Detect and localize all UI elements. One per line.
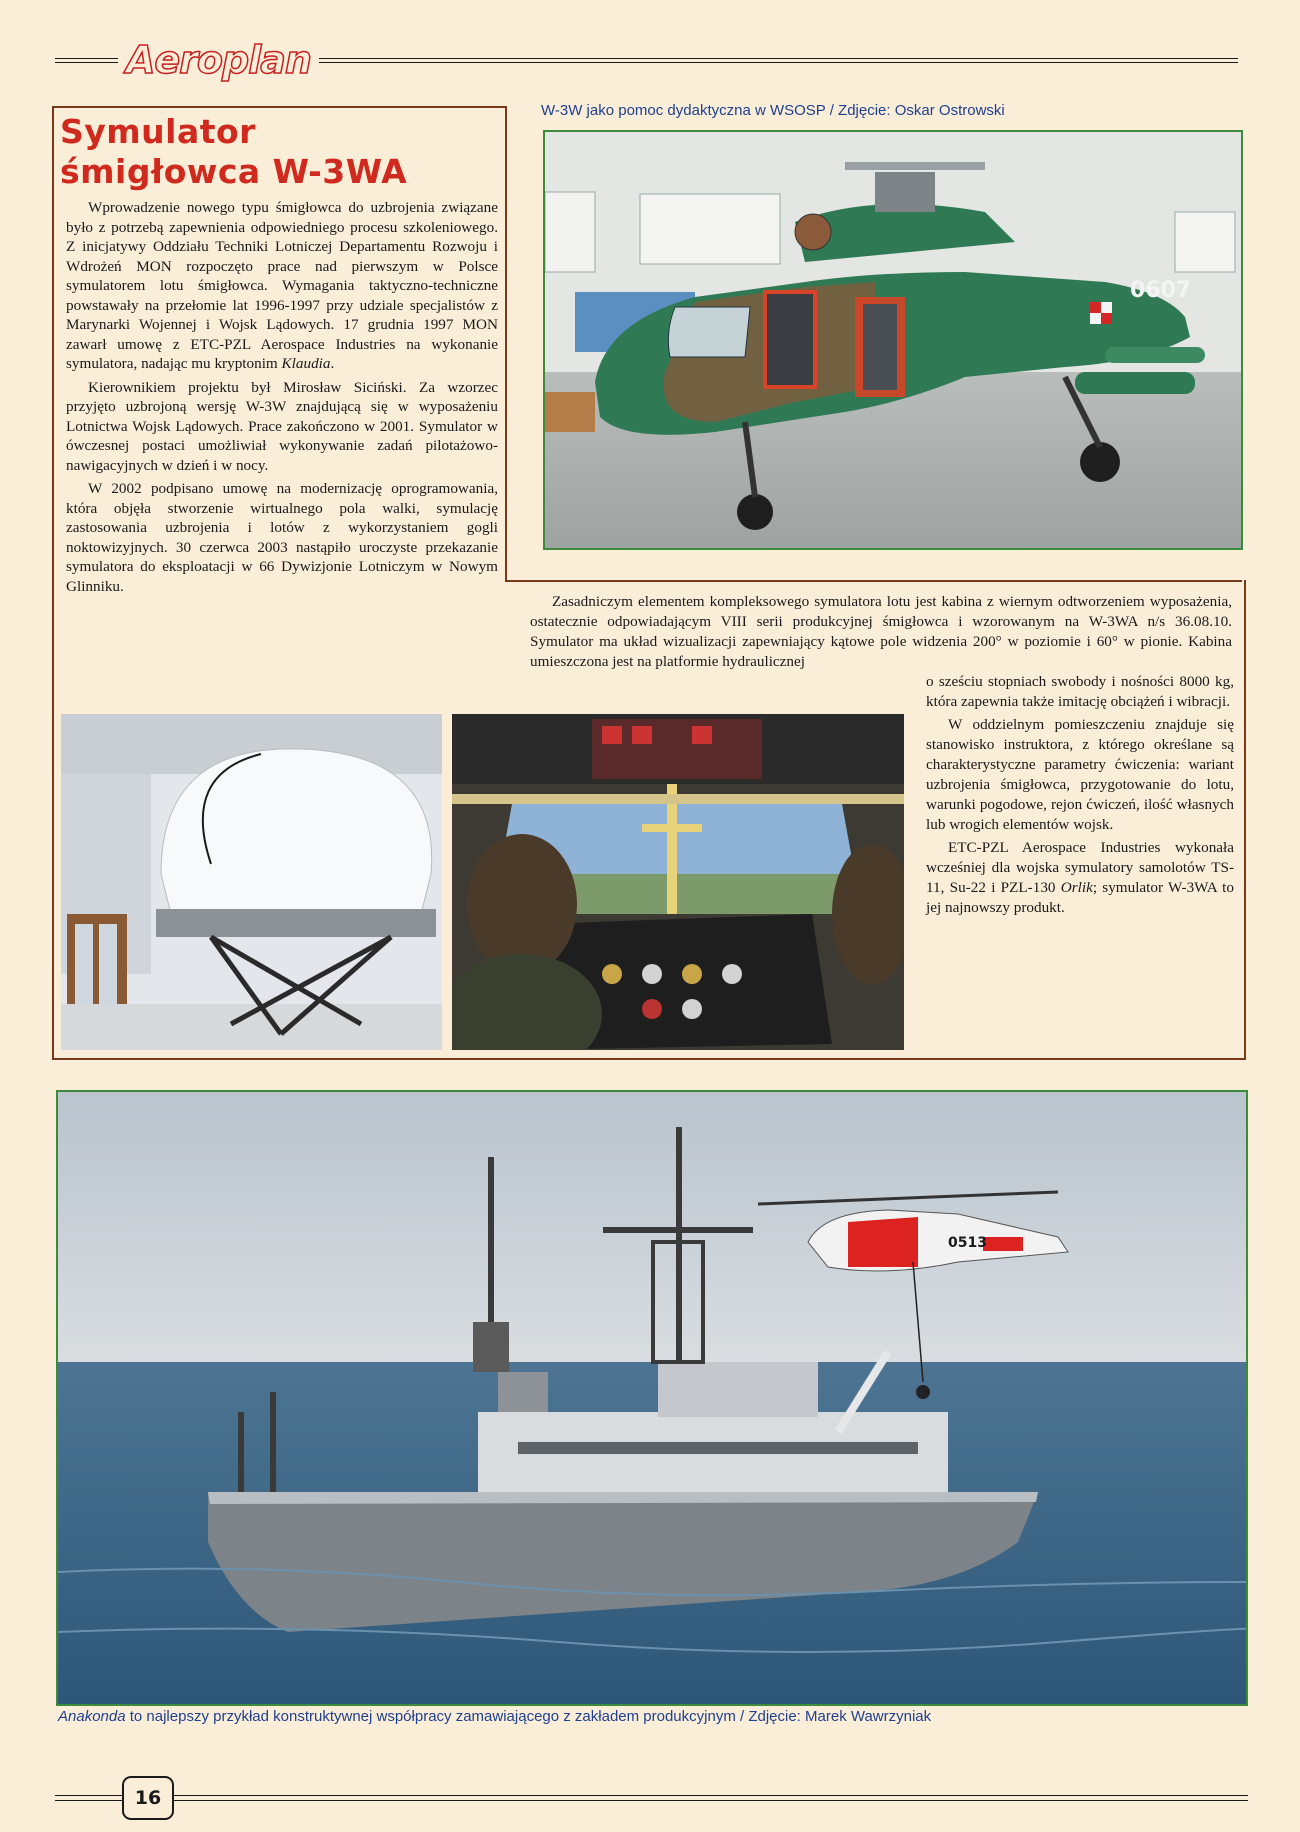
- title-line-2: śmigłowca W-3WA: [60, 152, 408, 191]
- ship-helicopter-illustration: [58, 1092, 1246, 1704]
- caption-top-photo: W-3W jako pomoc dydaktyczna w WSOSP / Zdjęcie: Oskar Ostrowski: [541, 102, 1005, 119]
- photo-w3w-hangar: [543, 130, 1243, 550]
- paragraph-project: Kierownikiem projektu był Mirosław Siciński. Za wzorzec przyjęto uzbrojoną wersję W-3W znajdującą się w wyposażeniu Lotnictwa Wojsk Lądowych. Prace zakończono w 2001. Symulator w ówczesnej postaci umożliwiał wykonywanie zadań pilotażowo-nawigacyjnych w dzień i w nocy.: [66, 378, 498, 474]
- cockpit-illustration: [452, 714, 904, 1050]
- paragraph-cabin: Zasadniczym elementem kompleksowego symulatora lotu jest kabina z wiernym odtworzeniem wyposażenia, ostatecznie odpowiadającym VIII serii produkcyjnej śmigłowca i wzorowanym na W-3WA n/s 36.08.10. Symulator ma układ wizualizacji zapewniający kątowe pole widzenia 200° w poziomie i 60° w pionie. Kabina umieszczona jest na platformie hydraulicznej: [530, 593, 1232, 670]
- sea-helicopter-number: 0513: [948, 1235, 987, 1251]
- photo-simulator-cockpit: [452, 714, 904, 1050]
- article-frame-divider-vertical: [505, 106, 507, 580]
- paragraph-modernization: W 2002 podpisano umowę na modernizację oprogramowania, która objęła stworzenie wirtualnego pola walki, symulację zastosowania uzbrojenia i lotów z wykorzystaniem gogli noktowizyjnych. 30 czerwca 2003 nastąpiło uroczyste przekazanie symulatora do eksploatacji w 66 Dywizjonie Lotniczym w Nowym Glinniku.: [66, 480, 498, 595]
- article-title: [60, 112, 490, 192]
- paragraph-instructor: W oddzielnym pomieszczeniu znajduje się stanowisko instruktora, z którego określane są charakterystyczne parametry ćwiczenia: wariant uzbrojenia śmigłowca, przygotowanie do lotu, warunki pogodowe, rejon ćwiczeń, ilość własnych lub wrogich elementów wojsk.: [926, 716, 1234, 833]
- simulator-dome-illustration: [61, 714, 442, 1050]
- caption-bottom-photo: Anakonda to najlepszy przykład konstruktywnej współpracy zamawiającego z zakładem produkcyjnym / Zdjęcie: Marek Wawrzyniak: [58, 1708, 932, 1725]
- article-left-column: [66, 198, 498, 600]
- paragraph-etc-pzl: ETC-PZL Aerospace Industries wykonała wcześniej dla wojska symulatory samolotów TS-11, Su-22 i PZL-130 Orlik; symulator W-3WA to jej najnowszy produkt.: [926, 839, 1234, 916]
- magazine-logo: Aeroplan: [118, 38, 319, 82]
- helicopter-number: 0607: [1130, 278, 1192, 303]
- paragraph-intro: Wprowadzenie nowego typu śmigłowca do uzbrojenia związane było z potrzebą zapewnienia odpowiedniego procesu szkoleniowego. Z inicjatywy Oddziału Techniki Lotniczej Departamentu Rozwoju i Wdrożeń MON rozpoczęto prace nad pierwszym w Polsce symulatorem lotu śmigłowca. Wymagania taktyczno-techniczne powstawały na przełomie lat 1996-1997 przy udziale specjalistów z Marynarki Wojennej i Wojsk Lądowych. 17 grudnia 1997 MON zawarł umowę z ETC-PZL Aerospace Industries na wykonanie symulatora, nadając mu kryptonim Klaudia.: [66, 199, 498, 372]
- article-right-column: [926, 672, 1234, 921]
- paragraph-platform: o sześciu stopniach swobody i nośności 8000 kg, która zapewnia także imitację obciążeń i wibracji.: [926, 673, 1234, 710]
- footer-rule: [55, 1795, 1248, 1801]
- codename-klaudia: Klaudia: [281, 355, 331, 372]
- article-frame-divider-horizontal: [505, 580, 1242, 582]
- aircraft-orlik: Orlik: [1060, 879, 1093, 896]
- page-number: 16: [122, 1776, 174, 1820]
- title-line-1: Symulator: [60, 112, 256, 151]
- photo-anakonda-ship: [56, 1090, 1248, 1706]
- helicopter-hangar-illustration: [545, 132, 1241, 548]
- ship-name-anakonda: Anakonda: [58, 1708, 126, 1725]
- photo-simulator-dome: [61, 714, 442, 1050]
